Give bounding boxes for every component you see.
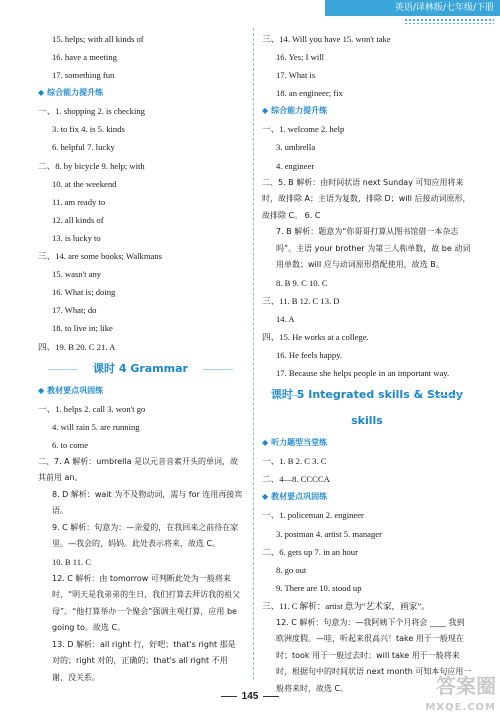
answer-line: 3. umbrella <box>276 142 316 153</box>
header-label: 英语/译林版/七年级/下册 <box>394 3 494 13</box>
answer-line: 8. go out <box>276 564 307 575</box>
diamond-icon: ◆ <box>38 385 45 395</box>
answer-line: 13. is lucky to <box>52 232 101 243</box>
answer-explanation: 8. D 解析：wait 为不及物动词，需与 for 连用再接宾语。 <box>52 489 243 516</box>
answer-line: 一、1. policeman 2. engineer <box>262 510 364 521</box>
diamond-icon: ◆ <box>262 438 269 448</box>
lesson-title: 课时 5 Integrated skills & Study skills <box>262 382 472 434</box>
answer-explanation: 13. D 解析：all right 行，好吧；that's right 那是对的；right 对的，正确的；that's all right 不用谢，没关系。 <box>52 639 236 682</box>
section-heading-text: 教材要点巩固练 <box>47 385 104 395</box>
answer-line: 三、11. B 12. C 13. D <box>262 295 340 306</box>
diamond-icon: ◆ <box>262 106 269 116</box>
section-heading <box>38 84 243 102</box>
answer-line: 6. to come <box>52 439 89 450</box>
section-heading-text: 教材要点巩固练 <box>271 492 328 502</box>
answer-line: 三、11. C 解析：artist 意为“艺术家，画家”。 <box>262 600 430 611</box>
answer-line: 15. helps; with all kinds of <box>52 34 144 44</box>
lesson-title: 课时 4 Grammar <box>38 356 243 382</box>
answer-line: 9. There are 10. stood up <box>276 582 362 593</box>
right-column <box>262 30 472 697</box>
section-heading <box>262 102 472 120</box>
answer-line: 一、1. helps 2. call 3. won't go <box>38 403 146 414</box>
answer-line: 12. all kinds of <box>52 214 104 225</box>
watermark-sub: MXQE.COM <box>425 702 496 713</box>
answer-line: 一、1. welcome 2. help <box>262 124 345 135</box>
watermark-main: 答案圈 <box>436 674 496 698</box>
header-dots <box>404 18 494 24</box>
section-heading <box>262 434 472 452</box>
answer-line: 10. at the weekend <box>52 178 117 189</box>
answer-line: 17. something fun <box>52 70 115 81</box>
watermark-logo <box>425 675 496 719</box>
header-bar <box>325 0 500 16</box>
section-heading-text: 综合能力提升练 <box>47 88 104 98</box>
answer-line: 三、14. are some books; Walkmans <box>38 251 162 262</box>
answer-line: 三、14. Will you have 15. won't take <box>262 34 391 44</box>
answer-line: 17. What; do <box>52 305 97 316</box>
answer-line: 4. will rain 5. are running <box>52 421 140 432</box>
answer-line: 16. have a meeting <box>52 52 117 63</box>
left-column <box>38 30 243 686</box>
answer-line: 11. am ready to <box>52 196 106 207</box>
section-heading <box>38 382 243 400</box>
column-divider <box>253 28 254 680</box>
answer-line: 4. engineer <box>276 160 315 171</box>
answer-line: 6. helpful 7. lucky <box>52 142 115 153</box>
answer-line: 二、6. gets up 7. in an hour <box>262 546 358 557</box>
page-number-text: 145 <box>241 691 259 702</box>
answer-line: 16. What is; doing <box>52 287 116 298</box>
section-heading <box>262 488 472 506</box>
answer-line: 17. Because she helps people in an important way. <box>276 368 450 379</box>
answer-line: 10. B 11. C <box>52 556 92 567</box>
answer-line: 一、1. shopping 2. is checking <box>38 106 145 117</box>
answer-line: 14. A <box>276 313 295 324</box>
answer-explanation: 12. C 解析：句意为：—我阿姨下个月将会 ____ 我到欧洲度假。—哇，听起来很高兴！take 用于一般现在时；took 用于一般过去时；will take 用于一般将来时，根据句中的时间状语 next month 可知本句应用一般将来时，故选 C。 <box>276 617 472 693</box>
answer-line: 8. B 9. C 10. C <box>276 277 328 288</box>
answer-line: 四、15. He works at a college. <box>262 331 369 342</box>
answer-line: 16. Yes; I will <box>276 52 324 63</box>
answer-line: 3. to fix 4. is 5. kinds <box>52 124 125 135</box>
answer-line: 四、19. B 20. C 21. A <box>38 341 116 352</box>
diamond-icon: ◆ <box>262 492 269 502</box>
answer-explanation: 9. C 解析：句意为：—亲爱的，在我回来之前待在家里。—我会的，妈妈。此处表示将来，故选 C。 <box>52 522 239 549</box>
section-heading-text: 听力题型当堂练 <box>271 438 328 448</box>
answer-explanation: 12. C 解析：由 tomorrow 可判断此处为一般将来时，“明天是我弟弟的生日，我们打算去拜访我的祖父母”。“他打算举办一个聚会”强调主观打算，应用 be going to。故选 C。 <box>52 573 241 633</box>
answer-line: 15. wasn't any <box>52 269 102 280</box>
answer-line: 17. What is <box>276 70 316 81</box>
answer-explanation: 7. B 解析：题意为“你哥哥打算从图书馆借一本杂志吗”。主语 your brother 为第三人称单数，故 be 动词用单数；will 应与动词原形搭配使用，故选 B。 <box>276 227 471 270</box>
answer-explanation: 二、5. B 解析：由时间状语 next Sunday 可知应用将来时，故排除 A；主语为复数，排除 D；will 后接动词原形，故排除 C。 6. C <box>262 177 471 220</box>
answer-line: 二、4—8. CCCCA <box>262 474 330 485</box>
section-heading-text: 综合能力提升练 <box>271 106 328 116</box>
answer-explanation: 二、7. A 解析：umbrella 是以元音音素开头的单词，故其前用 an。 <box>38 456 239 483</box>
answer-line: 二、8. by bicycle 9. help; with <box>38 160 145 171</box>
diamond-icon: ◆ <box>38 88 45 98</box>
answer-line: 16. He feels happy. <box>276 350 343 361</box>
answer-line: 一、1. B 2. C 3. C <box>262 456 327 467</box>
answer-line: 3. postman 4. artist 5. manager <box>276 528 382 539</box>
answer-line: 18. an engineer; fix <box>276 88 343 99</box>
answer-line: 18. to live in; like <box>52 323 113 334</box>
